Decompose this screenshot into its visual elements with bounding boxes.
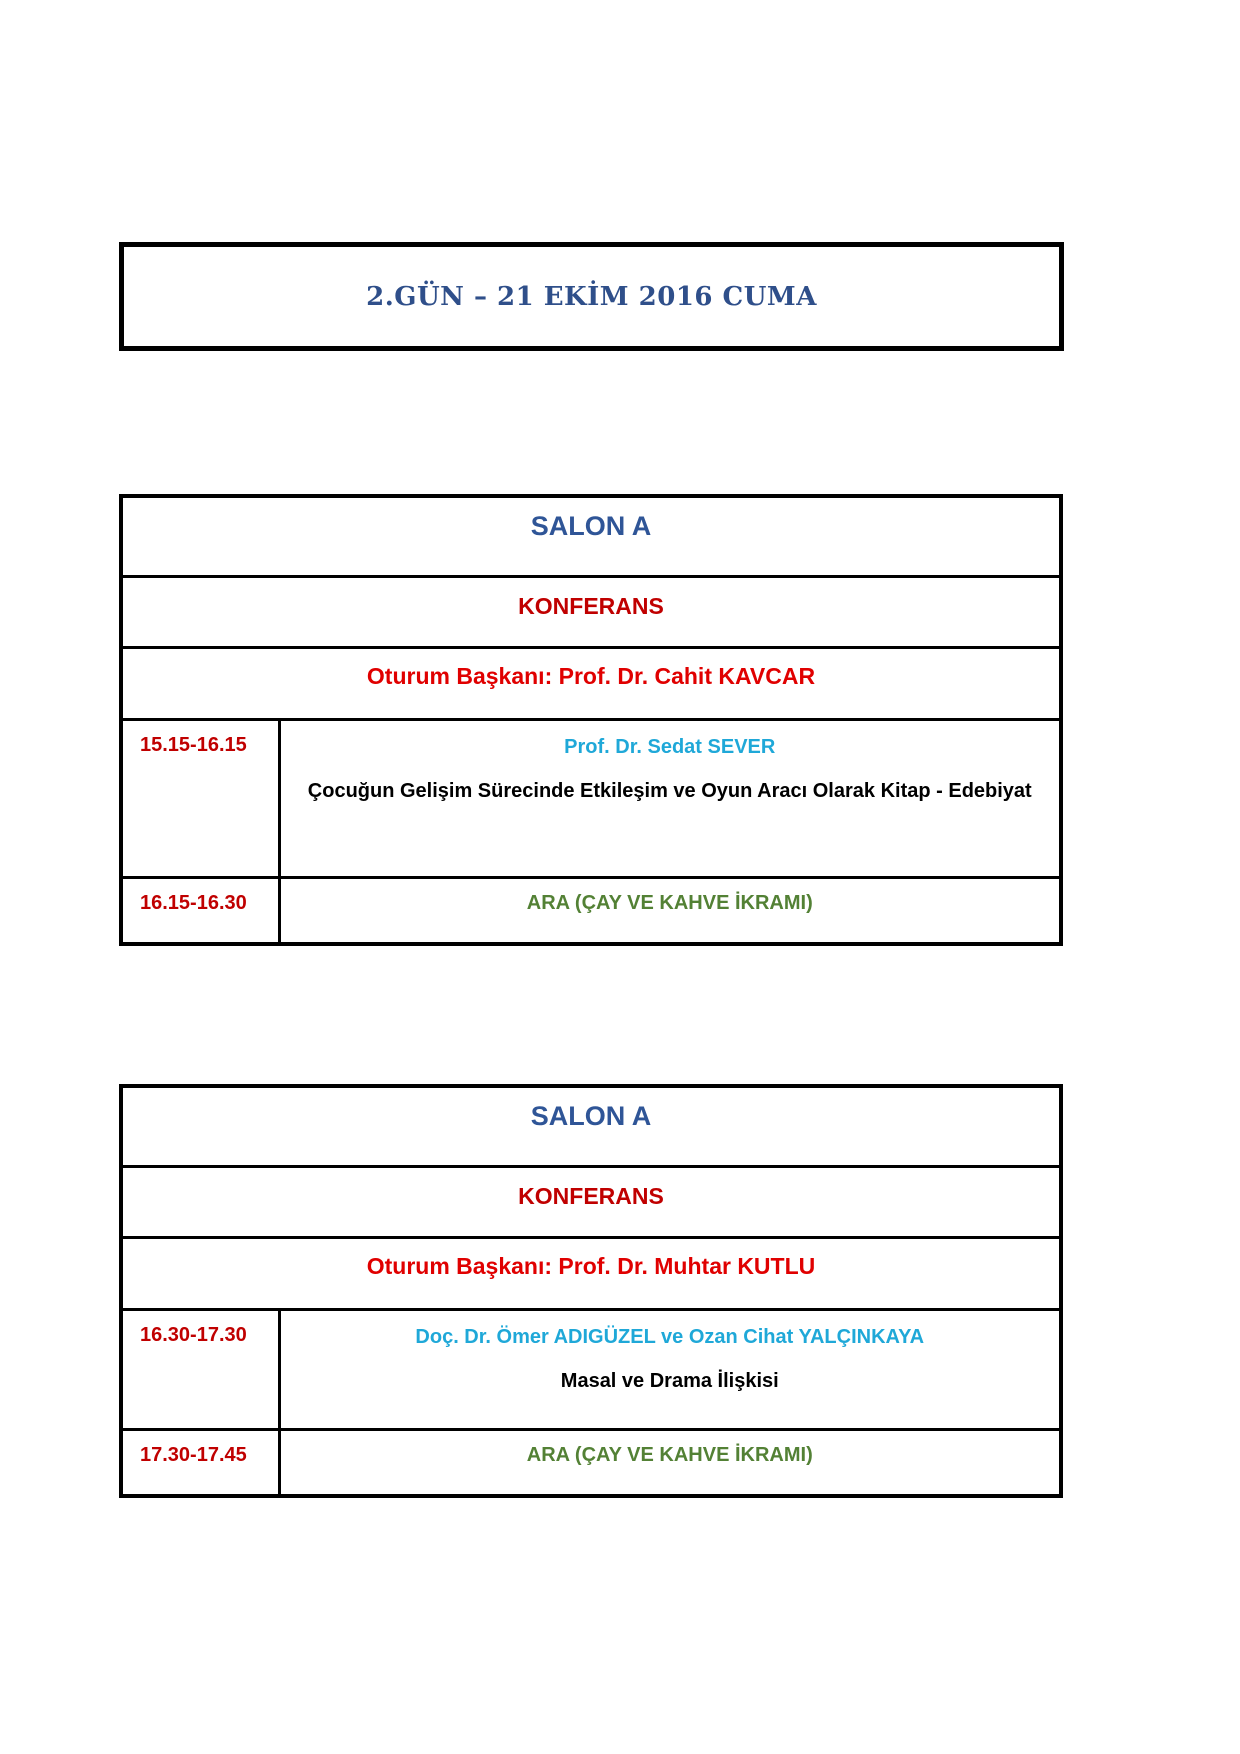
salon-cell: [121, 1086, 1061, 1167]
session-chair: Oturum Başkanı: Prof. Dr. Muhtar KUTLU: [366, 1253, 816, 1279]
chair-cell: [121, 648, 1061, 720]
session-type-row: [121, 1167, 1061, 1238]
session-table: [119, 1084, 1063, 1498]
break-cell: [279, 1430, 1061, 1496]
session-table: [119, 494, 1063, 946]
session-type-cell: [121, 1167, 1061, 1238]
talk-row: [121, 1310, 1061, 1430]
day-header-title: 2.GÜN – 21 EKİM 2016 CUMA: [366, 281, 817, 312]
salon-label: SALON A: [530, 511, 652, 541]
session-type-label: KONFERANS: [518, 1182, 664, 1209]
chair-row: [121, 1238, 1061, 1310]
talk-cell: [279, 1310, 1061, 1430]
break-row: [121, 1430, 1061, 1496]
talk-speaker: Prof. Dr. Sedat SEVER: [564, 736, 776, 758]
break-label: ARA (ÇAY VE KAHVE İKRAMI): [526, 892, 813, 914]
salon-cell: [121, 496, 1061, 577]
talk-title: Çocuğun Gelişim Sürecinde Etkileşim ve Oyun Aracı Olarak Kitap - Edebiyat: [307, 780, 1032, 802]
talk-time: 16.30-17.30: [121, 1310, 279, 1430]
day-header-box: [119, 242, 1064, 351]
talk-cell: [279, 720, 1061, 878]
chair-cell: [121, 1238, 1061, 1310]
talk-speaker: Doç. Dr. Ömer ADIGÜZEL ve Ozan Cihat YALÇINKAYA: [415, 1326, 925, 1348]
break-label: ARA (ÇAY VE KAHVE İKRAMI): [526, 1444, 813, 1466]
talk-time: 15.15-16.15: [121, 720, 279, 878]
break-time: 17.30-17.45: [121, 1430, 279, 1496]
salon-row: [121, 496, 1061, 577]
session-type-cell: [121, 577, 1061, 648]
break-row: [121, 878, 1061, 944]
salon-row: [121, 1086, 1061, 1167]
chair-row: [121, 648, 1061, 720]
session-type-label: KONFERANS: [518, 592, 664, 619]
talk-title: Masal ve Drama İlişkisi: [560, 1370, 779, 1392]
session-type-row: [121, 577, 1061, 648]
break-cell: [279, 878, 1061, 944]
salon-label: SALON A: [530, 1101, 652, 1131]
break-time: 16.15-16.30: [121, 878, 279, 944]
talk-row: [121, 720, 1061, 878]
session-chair: Oturum Başkanı: Prof. Dr. Cahit KAVCAR: [366, 663, 816, 689]
